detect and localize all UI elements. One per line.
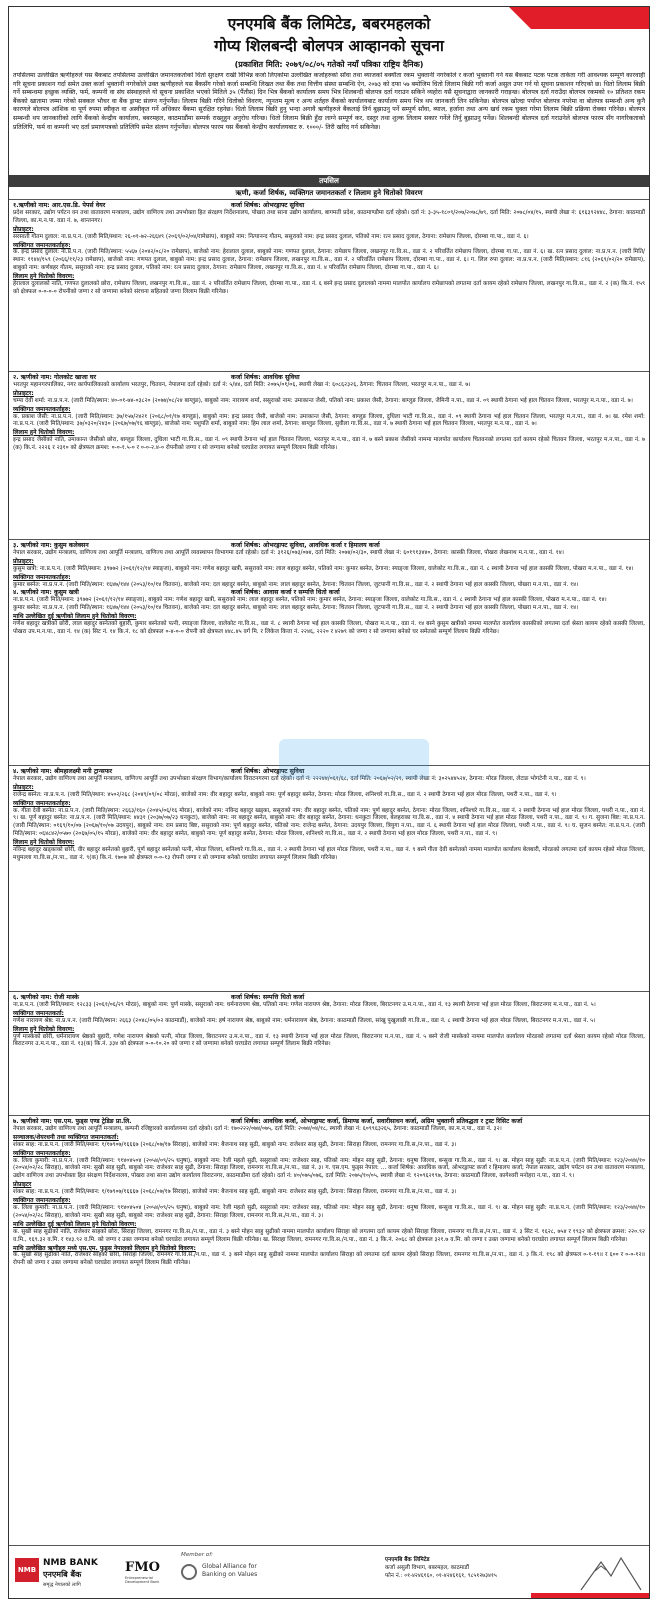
loan-section-3: [9, 539, 649, 765]
proprietor-heading: प्रोप्राइटर:: [13, 783, 34, 791]
gabv-line-1: Global Alliance for: [202, 1563, 257, 1570]
loan-type: कर्जा शिर्षक: सम्पत्ति धितो कर्जा: [231, 994, 305, 1001]
loan-type: कर्जा शिर्षक: आवधिक सुविधा: [231, 374, 300, 381]
table-title: ऋणी, कर्जा शिर्षक, व्यक्तिगत जमानतकर्ता र लिलाम हुने धितोको विवरण: [235, 189, 423, 197]
collateral-details: इन्द्र प्रसाद जैसीको नाति, उमाकान्त जैसीको छोरा, बाग्लुङ जिल्ला, दुधिला भाटी गा.वि.स., वडा नं. ०९ स्थायी ठेगाना भई हाल चितवन जिल्ला, भरतपुर म.न.पा., वडा नं. ७ बस्ने प्रकाश जैसीको नाममा मालपोत कार्यालय चितवनको लगतमा दर्ता कायम रहेको चितवन जिल्ला, भरतपुर म.न.पा., वडा नं. ७ (क) कि.नं. २२२६ र २३१० को क्षेत्रफल क्रमश: ०-०-१.५-० र ०-०-२.४-० रोपनीको जग्गा र सो जग्गामा बनेको घरघडेरा लगायत सम्पूर्ण लिलाम बिक्री गरिनेछ।: [13, 437, 645, 452]
guarantor-details: गणेश नारायण श्रेष्ठ: ना.प्र.प.न. (जारी मिति/स्थान: २६६३ (२०४८/०५/०२ काठमाडौं), बाजेको नाम: हर्ष नारायण श्रेष्ठ, बाबुको नाम: धर्मनारायण श्रेष्ठ, ठेगाना: काठमाडौं जिल्ला, सांखु पुखुलाछी गा.वि.स., वडा नं. ८ स्थायी ठेगाना भई हाल मोरङ जिल्ला, बिराटनगर म.न.पा., वडा नं. ५।: [13, 1017, 596, 1024]
proprietor-heading: प्रोप्राइटर:: [13, 557, 34, 565]
loan-section-4: [9, 765, 649, 991]
director-heading: सञ्चालक/शेयरधनी तथा व्यक्तिगत जमानतकर्ता:: [13, 1133, 119, 1141]
borrower-registration: नेपाल सरकार, उद्योग वाणिज्य तथा आपूर्ति मन्त्रालय, वाणिज्य आपूर्ति तथा उपभोक्ता संरक्षण विभाग/कार्यालय विराटनगरमा दर्ता रहेको। दर्ता नं: २२२४४/०६१/६८, दर्ता मिति: २०६७/०२/२१, स्थायी लेखा नं: ३०२५४४५२४, ठेगाना: मोरङ जिल्ला, लेटाङ भोगटेनी न.पा., वडा नं. ९।: [13, 775, 586, 782]
borrower-registration: भरतपुर महानगरपालिका, नगर कार्यपालिकाको कार्यालय भरतपुर, चितवन, नेपालमा दर्ता रहेको। दर्ता नं: ५/४४, दर्ता मिति: २०७५/०१/०६, स्थायी लेखा नं: ६०८६२३२६, ठेगाना: चितवन जिल्ला, भरतपुर म.न.पा., वडा नं. ७।: [13, 381, 471, 388]
guarantor-heading: व्यक्तिगत जमानतकर्ताहरु:: [13, 241, 71, 249]
contact-address: [385, 1556, 497, 1580]
borrower-name: ७. ऋणीको नाम: एस.एम. फुड्स एण्ड ट्रेडिङ प्रा.लि.: [13, 1118, 132, 1125]
borrower-registration: नेपाल सरकार, उद्योग वाणिज्य तथा आपूर्ति मन्त्रालय, कम्पनी रजिष्ट्रारको कार्यालयमा दर्ता रहेको। दर्ता नं: १७०२२२/०७४/०७५, दर्ता मिति: २०७४/०४/१८, स्थायी लेखा नं: ६०९९६३२६५, ठेगाना: काठमाडौं जिल्ला, का.म.न.पा., वडा नं. ३२।: [13, 1125, 502, 1132]
sub-borrower-name: ४. ऋणीको नाम: कुसुम खत्री: [13, 589, 79, 597]
loan-section-6: [9, 991, 649, 1115]
contact-phone: फोन नं.: ०१-४२४६१६०, ०१-४२४६१६१, ९८५१२७३४१५: [385, 1573, 497, 1579]
borrower-name: ६. ऋणीको नाम: रोजी मास्के: [13, 994, 79, 1001]
loan-section-2: [9, 371, 649, 539]
guarantor-heading: व्यक्तिगत जमानतकर्ता:: [13, 1009, 64, 1017]
notice-page: [8, 6, 650, 1599]
title-line-1: एनएमबि बैंक लिमिटेड, बबरमहलको: [227, 15, 431, 33]
gabv-name: [202, 1563, 257, 1579]
gabv-logo-icon: [181, 1564, 197, 1580]
collateral-heading: लिलाम हुने धितोको विवरण:: [13, 839, 75, 847]
director-details: शंकर साह: ना.प्र.प.न. (जारी मिति/स्थान: १/१७९०७/१६६६७ (२०६८/०७/१७ सिराहा), बाजेको नाम: बैजनाथ साह सुढी, बाबुको नाम: राजेश्वर साह सुढी, ठेगाना: सिराहा जिल्ला, रामनगर गा.वि.स./न.पा., वडा नं. ३।: [13, 1141, 457, 1148]
sub-borrower-details: ना.प्र.प.न. (जारी मिति/स्थान: ३९७७२ (२०६१/१२/१४ स्याङ्जा), बाबुको नाम: गणेश बहादुर खत्री, ससुराको नाम: लाल बहादुर बस्नेत, पतिको नाम: कुमार बस्नेत, ठेगाना: स्याङ्जा जिल्ला, वालेकोट गा.वि.स., वडा नं. ८ स्थायी ठेगाना भई हाल कास्की जिल्ला, पोखरा म.न.पा., वडा नं. १४।: [13, 597, 607, 604]
guarantor-details: कुमार बस्नेत: ना.प्र.प.न. (जारी मिति/स्थान: १६४७/१४४ (२०५३/१०/१४ चितवन), बाजेको नाम: दल बहादुर बस्नेत, बाबुको नाम: लाल बहादुर बस्नेत, ठेगाना: चितवन जिल्ला, जुटपानी गा.वि.स., वडा नं. २ स्थायी ठेगाना भई हाल कास्की जिल्ला, पोखरा म.न.पा., वडा नं. १४।: [13, 581, 579, 588]
bank-brand: [43, 1558, 98, 1591]
borrower-details: ना.प्र.प.न. (जारी मिति/स्थान: १२८३३ (२०६१/०६/२९ मोरङ), बाबुको नाम: पुर्ण मास्के, ससुराको नाम: धर्मनारायण श्रेष्ठ, पतिको नाम: गणेश नारायण श्रेष्ठ, ठेगाना: मोरङ जिल्ला, बिराटनगर उ.म.न.पा., वडा नं. १३ स्थायी ठेगाना भई हाल मोरङ जिल्ला, बिराटनगर म.न.पा., वडा नं. ५।: [13, 1001, 596, 1008]
proprietor-heading: प्रोप्राइटर:: [13, 389, 34, 397]
borrower-name: २. ऋणीको नाम: गोलकोट खाजा घर: [13, 374, 97, 381]
sub-proprietor-heading: प्रोप्राइटर: [13, 1181, 32, 1189]
borrower-name: १.ऋणीको नाम: आर.एस.डि. पेपर्स वेयर: [13, 202, 106, 209]
loan-type: कर्जा शिर्षक: ओभरड्राफ्ट सुविधा, आवधिक कर्जा र हिमालय कर्जा: [231, 542, 380, 549]
member-of-label: Member of:: [181, 1552, 214, 1558]
loan-section-7: [9, 1115, 649, 1421]
borrower-registration: नेपाल सरकार, उद्योग मन्त्रालय, वाणिज्य तथा आपूर्ति मन्त्रालय, वाणिज्य तथा आपूर्ति व्यवस्थापन विभागमा दर्ता रहेको। दर्ता नं: ३१२६/०७३/०७४, दर्ता मिति: २०७४/०२/३०, स्थायी लेखा नं: ६०१९१३४४०, ठेगाना: कास्की जिल्ला, पोखरा लेखनाथ म.न.पा., वडा नं. १४।: [13, 549, 564, 556]
bank-tagline: समृद्ध नेपालको लागि: [43, 1582, 81, 1588]
borrower-name: ३. ऋणीको नाम: कुसुम कलेक्सन: [13, 542, 89, 549]
collateral-heading: माथि उल्लेखित दुई ऋणीको लिलाम हुने धितोको विवरण:: [13, 1220, 137, 1228]
collateral-details: नविन्द्र बहादुर खड्काको छोरी, वीर बहादुर बस्नेतको बुहारी, पूर्ण बहादुर बस्नेतको पत्नी, मोरङ जिल्ला, शनिश्चरे गा.वि.स., वडा नं. २ स्थायी ठेगाना भई हाल मोरङ जिल्ला, पथरी न.पा., वडा नं. ९ बस्ने गीता देवी बस्नेतको नाममा मालपोत कार्यालय बेलबारी, मोरङको लगतमा दर्ता कायम रहेको मोरङ जिल्ला, मधुमल्ला गा.वि.स./न.पा., वडा नं. ९(क) कि.नं. १७०७ को क्षेत्रफल ०-०-१३ रोपनी जग्गा र सो जग्गामा बनेको घरघडेरा लगायत सम्पूर्ण लिलाम बिक्री गरिनेछ।: [13, 847, 645, 861]
guarantor-heading: व्यक्तिगत जमानतकर्ताहरु:: [13, 573, 71, 581]
collateral-details: हेरालाल दुलालको नाति, गणपत दुलालको छोरा, रामेछाप जिल्ला, लखनपुर गा.वि.स., वडा नं. २ परिवर्तित रामेछाप जिल्ला, दोरम्बा गा.पा., वडा नं. ६ बस्ने इन्द्र प्रसाद दुलालको नाममा मालपोत कार्यालय रामेछापको लगतमा दर्ता कायम रहेको रामेछाप जिल्ला, लखनपुर गा.वि.स., वडा नं. २ (क) कि.नं. १५९ को क्षेत्रफल ०-०-०-० रोपनीको जग्गा र सो जग्गामा बनेको संरचना सहितको जग्गा लिलाम बिक्री गरिनेछ।: [13, 281, 645, 295]
corner-accent: [531, 7, 649, 29]
final-collateral-details: क. सुखी साह सुढीको नाति, राजेश्वर साहको छोरा, सिराहा जिल्ला, रामनगर गा.वि.स./न.पा., वडा नं. ३ बस्ने मोहन साहु सुढीको नाममा मालपोत कार्यालय सिराहा को लगतमा दर्ता कायम रहेको सिराहा जिल्ला, रामनगर गा.वि.स./न.पा., वडा नं. ३ कि.नं. १९८ को क्षेत्रफल ०-१-१९॥ र ६०० र ०-०-१२॥ रोपनी को जग्गा र उक्त जग्गामा बनेको घरघडेरा लगायत सम्पूर्ण लिलाम बिक्री गरिनेछ।: [13, 1252, 645, 1267]
guarantor-heading: व्यक्तिगत जमानतकर्ताहरु:: [13, 1149, 71, 1157]
loan-type: कर्जा शिर्षक: ओभरड्राफ्ट सुविधा: [231, 768, 305, 775]
collateral-heading: लिलाम हुने धितोको विवरण:: [13, 1025, 75, 1033]
guarantor-heading: व्यक्तिगत जमानतकर्ताहरु:: [13, 799, 71, 807]
fmo-logo: FMO: [125, 1560, 160, 1575]
sub-guarantor-heading: व्यक्तिगत जमानतकर्ताहरु:: [13, 1197, 71, 1205]
contact-department: कर्जा असुली विभाग, बबरमहल, काठमाडौं: [385, 1565, 469, 1571]
proprietor-details: राजेन्द्र बस्नेत: ना.प्र.प.न. (जारी मिति/स्थान: ४५०२/२६८ (२०४९/०९/०८ मोरङ), बाजेको नाम: वीर बहादुर बस्नेत, बाबुको नाम: पूर्ण बहादुर बस्नेत, ठेगाना: मोरङ जिल्ला, शनिश्चरे गा.वि.स., वडा नं. २ स्थायी ठेगाना भई हाल मोरङ जिल्ला, पथरी न.पा., वडा नं. ९।: [13, 791, 557, 798]
collateral-details: पुर्ण मास्केको छोरी, धर्मनारायण श्रेष्ठको बुहारी, गणेश नारायण श्रेष्ठको पत्नी, मोरङ जिल्ला, बिराटनगर उ.म.न.पा., वडा नं. १३ स्थायी ठेगाना भई हाल मोरङ जिल्ला, बिराटनगर म.न.पा., वडा नं. ५ बस्ने रोजी मास्केको नाममा मालपोत कार्यालय मोरङको लगतमा दर्ता श्रेस्ता कायम रहेको मोरङ जिल्ला, बिराटनगर उ.म.न.पा., वडा नं. १३(क) कि.नं. ३३४ को क्षेत्रफल ०-०-१०.२० को जग्गा र सो जग्गामा बनेको घरघडेरा लगायत सम्पूर्ण लिलाम बिक्री गरिनेछ।: [13, 1033, 645, 1048]
sub-guarantor-details: क. लिला कुमारी: ना.प्र.प.न. (जारी मिति/स्थान: ९१४०४५०४ (२०५४/०९/२५ धनुषा), बाबुको नाम: रेजी महतो सुढी, ससुराको नाम: राजेश्वर साह, पतिको नाम: मोहन साहु सुढी, ठेगाना: धनुषा जिल्ला, बन्सुवा गा.वि.स., वडा नं. ९। ख. मोहन साहु सुढी: ना.प्र.प.न. (जारी मिति/स्थान: १२३/२०४४/१० (२०५४/०२/२८ सिराहा), बाजेको नाम: सुखी साह सुढी, बाबुको नाम: राजेश्वर साह सुढी, ठेगाना: सिराहा जिल्ला, रामनगर गा.वि.स./न.पा., वडा नं. ३।: [13, 1204, 645, 1219]
collateral-heading: लिलाम हुने धितोको विवरण:: [13, 273, 75, 281]
gabv-line-2: Banking on Values: [202, 1571, 258, 1578]
proprietor-details: सरस्वती गौतम दुलाल: ना.प्र.प.न. (जारी मिति/स्थान: २६-०१-७२-२६६४९ (२०६९/०२/०४/रामेछाप), बाबुको नाम: नित्यानन्द गौतम, ससुराको नाम: इन्द्र प्रसाद दुलाल, पतिको नाम: रत्न प्रसाद दुलाल, ठेगाना: रामेछाप जिल्ला, दोरम्बा गा.पा., वडा नं. ६।: [13, 233, 529, 240]
loan-section-1: [9, 199, 649, 371]
proprietor-details: कुसुम खत्री: ना.प्र.प.न. (जारी मिति/स्थान: ३९७७२ (२०६१/१२/१४ स्याङ्जा), बाबुको नाम: गणेश बहादुर खत्री, ससुराको नाम: लाल बहादुर बस्नेत, पतिको नाम: कुमार बस्नेत, ठेगाना: स्याङ्जा जिल्ला, वालेकोट गा.वि.स., वडा नं. ८ स्थायी ठेगाना भई हाल कास्की जिल्ला, पोखरा म.न.पा., वडा नं. १४।: [13, 565, 634, 572]
nmb-logo-icon: NMB: [15, 1558, 39, 1582]
collateral-heading: लिलाम हुने धितोको विवरण:: [13, 429, 75, 437]
collateral-details: गणेश बहादुर खत्रीको छोरी, लाल बहादुर बस्नेतको बुहारी, कुमार बस्नेतको पत्नी, स्याङ्जा जिल्ला, वालेकोट गा.वि.स., वडा नं. ८ स्थायी ठेगाना भई हाल कास्की जिल्ला, पोखरा म.न.पा., वडा नं. १४ बस्ने कुसुम खत्रीको नाममा मालपोत कार्यालय कास्कीको लगतमा दर्ता श्रेस्ता कायम रहेको कास्की जिल्ला, पोखरा उप.म.न.पा., वडा नं. १४ (क) सिट नं. १४ कि.नं. १८ को क्षेत्रफल ०-४-०-० रोपनी को क्षेत्रफल ४४८.४५ वर्ग मि. र लिकेज कित्ता नं. २२४६, २२२० र ४२७९ को जग्गा र सो जग्गामा बनेको घर समेतको सम्पूर्ण लिलाम बिक्री गरिनेछ।: [13, 621, 645, 635]
mountain-icon: [579, 1554, 643, 1592]
tapasil-band: तपसिल: [9, 175, 649, 187]
contact-bank-name: एनएमबि बैंक लिमिटेड: [385, 1557, 430, 1563]
guarantor-details: क. लिला कुमारी: ना.प्र.प.न. (जारी मिति/स्थान: ९१४०४५०४ (२०५४/०९/२५ धनुषा), बाबुको नाम: रेजी महतो सुढी, ससुराको नाम: राजेश्वर साह, पतिको नाम: मोहन साहु सुढी, ठेगाना: धनुषा जिल्ला, बन्सुवा गा.वि.स., वडा नं. ९। ख. मोहन साहु सुढी: ना.प्र.प.न. (जारी मिति/स्थान: १२३/२०४४/१० (२०५४/०२/२८ सिराहा), बाजेको नाम: सुखी साह सुढी, बाबुको नाम: राजेश्वर साह सुढी, ठेगाना: सिराहा जिल्ला, रामनगर गा.वि.स./न.पा., वडा नं. ३। ग. एस.एम. फुड्स नेपाल: ... कर्जा शिर्षक: आवधिक कर्जा, ओभरड्राफ्ट कर्जा र हिमालय कर्जा; नेपाल सरकार, उद्योग पर्यटन वन तथा वातावरण मन्त्रालय, उद्योग वाणिज्य तथा उपभोक्ता हित संरक्षण निर्देशनालय, पोखरा तथा साना उद्योग कार्यालय विराटनगर, काठमाडौंमा दर्ता रहेको। दर्ता नं: ४०/०७५/०७६, दर्ता मिति: २०७५/१०/०५, स्थायी लेखा नं: १२०९६२१९७, ठेगाना: काठमाडौं जिल्ला, कागेश्वरी मनोहरा न.पा., वडा नं. ९।: [13, 1157, 645, 1180]
fmo-subtitle: Entrepreneurial Development Bank: [125, 1576, 160, 1585]
sub-guarantor-details: कुमार बस्नेत: ना.प्र.प.न. (जारी मिति/स्थान: १६४७/१४४ (२०५३/१०/१४ चितवन), बाजेको नाम: दल बहादुर बस्नेत, बाबुको नाम: लाल बहादुर बस्नेत, ठेगाना: चितवन जिल्ला, जुटपानी गा.वि.स., वडा नं. २ स्थायी ठेगाना भई हाल कास्की जिल्ला, पोखरा म.न.पा., वडा नं. १४।: [13, 605, 579, 612]
guarantor-details: क. प्रकाश जैसी: ना.प्र.प.न. (जारी मिति/स्थान: ३७/१५७/२४२१ (२०६८/०१/१७ बाग्लुङ), बाबुको नाम: इन्द्र प्रसाद जैसी, बाजेको नाम: उमाकान्त जैसी, ठेगाना: बाग्लुङ जिल्ला, दुधिला भाटी गा.वि.स., वडा नं. ०९ स्थायी ठेगाना भई हाल चितवन जिल्ला, भरतपुर म.न.पा., वडा नं. ७। ख. रमेश शर्मा: ना.प्र.प.न. (जारी मिति/स्थान: ३७/०३२०/२४३० (२०६७/०७/१६ बाग्लुङ), बाजेको नाम: पशुपति शर्मा, बाबुको नाम: हिम लाल शर्मा, ठेगाना: बाग्लुङ जिल्ला, सुवीला गा.वि.स., वडा नं. ७ स्थायी ठेगाना भई हाल चितवन जिल्ला, भरतपुर म.न.पा., वडा नं. ७।: [13, 413, 645, 428]
loan-type: कर्जा शिर्षक: ओभरड्राफ्ट सुविधा: [231, 202, 305, 209]
guarantor-details: क. गीता देवी बस्नेत: ना.प्र.प.न. (जारी मिति/स्थान: २६६३/१६० (२०४५/०६/१६ मोरङ), बाजेको नाम: नविन्द्र बहादुर खड्का, ससुराको नाम: वीर बहादुर बस्नेत, पतिको नाम: पूर्ण बहादुर बस्नेत, ठेगाना: मोरङ जिल्ला, शनिश्चरे गा.वि.स., वडा नं. २ स्थायी ठेगाना भई हाल मोरङ जिल्ला, पथरी न.पा., वडा नं. ९। ख. पूर्ण बहादुर बस्नेत: ना.प्र.प.न. (जारी मिति/स्थान: ४४३१ (२०३७/०७/२३ धनकुटा), बाजेको नाम: नर बहादुर बस्नेत, बाबुको नाम: वीर बहादुर बस्नेत, ठेगाना: धनकुटा जिल्ला, बेलहराका गा.वि.स., वडा नं. ४ स्थायी ठेगाना भई हाल मोरङ जिल्ला, पथरी न.पा., वडा नं. ९। ग. सुजना बिष्ट: ना.प्र.प.न. (जारी मिति/स्थान: ०१६९/१०/०७ (२०६७/१०/०७ उदयपुर), बाबुको नाम: राम प्रसाद बिष्ट, ससुराको नाम: पूर्ण बहादुर बस्नेत, पतिको नाम: राजेन्द्र बस्नेत, ठेगाना: उदयपुर जिल्ला, त्रियुगा न.पा., वडा नं. ६ स्थायी ठेगाना भई हाल मोरङ जिल्ला, पथरी न.पा., वडा नं. ९। घ. सुजन बस्नेत: ना.प्र.प.न. (जारी मिति/स्थान: ०६४८४२/०५७० (२०६७/०५/१५ मोरङ), बाजेको नाम: वीर बहादुर बस्नेत, बाबुको नाम: पूर्ण बहादुर बस्नेत, ठेगाना: मोरङ जिल्ला, शनिश्चरे गा.वि.स., वडा नं. २ स्थायी ठेगाना भई हाल मोरङ जिल्ला, पथरी न.पा., वडा नं. ९।: [13, 807, 645, 838]
collateral-details: क. सुखी साह सुढीको नाति, राजेश्वर साहको छोरा, सिराहा जिल्ला, रामनगर गा.वि.स./न.पा., वडा नं. ३ बस्ने मोहन साहु सुढीको नाममा मालपोत कार्यालय सिराहा को लगतमा दर्ता कायम रहेको सिराहा जिल्ला, रामनगर गा.वि.स./न.पा., वडा नं. ३ सिट नं. १६२८, ७५४ र १९३२ को क्षेत्रफल क्रमश: २२०.९२ व.मि., १६९.३२ व.मि. र १४३.९२ व.मि. को जग्गा र उक्त जग्गामा बनेको घरघडेरा लगायत सम्पूर्ण लिलाम बिक्री गरिनेछ। ख. सिराहा जिल्ला, रामनगर गा.वि.स./न.पा., वडा नं. ३ कि.नं. २०६८ को क्षेत्रफल ३२१.७ व.मि. को जग्गा र उक्त जग्गामा बनेको घरघडेरा लगायत सम्पूर्ण लिलाम बिक्री गरिनेछ।: [13, 1228, 645, 1243]
sub-loan-type: कर्जा शिर्षक: आवास कर्जा र सम्पत्ति धितो कर्जा: [231, 589, 340, 597]
footer: [9, 1545, 649, 1598]
guarantor-heading: व्यक्तिगत जमानतकर्ताहरु:: [13, 405, 71, 413]
title-line-2: गोप्य शिलबन्दी बोलपत्र आव्हानको सूचना: [214, 37, 444, 55]
intro-paragraph: तपसिलमा उल्लेखित ऋणीहरुले यस बैंकबाट तपसिलमा उल्लेखित जमानतकर्ताको धितो सुरक्षण राखी विभिन्न कर्जा लिएकोमा उल्लेखित कर्जाहरुको साँवा तथा ब्याजको बक्यौता रकम भुक्तानी नगरेकोले र कर्जा भुक्तानी गर्न यस बैंकबाट पटक पटक ताकेता गरी आवश्यक सम्पूर्ण कारवाही गरि सूचना प्रकाशन गर्दा समेत उक्त कर्जा भुक्तानी नगरेकोले उक्त ऋणीहरुले यस बैंकसँग गरेको कर्जा सम्बन्धि लिखत तथा बैंक तथा वित्तीय संस्था सम्बन्धि ऐन, २०७३ को दफा ५७ बमोजिम धितो लिलाम बिक्री गरी कर्जा असुल उपर गर्न यो सूचना प्रकाशन गरिएको छ। धितो लिलाम बिक्री गर्ने सम्बन्धमा इच्छुक व्यक्ति, फर्म, कम्पनी वा संघ संस्थाहरुले यो सूचना प्रकाशित भएको मितिले ३५ (पैंतीस) दिन भित्र बैंकको कार्यालय समय भित्र शिलबन्दी बोलपत्र दर्ता गराउन सकिने व्यहोरा यसै सूचनाद्वारा जानकारी गराइन्छ। बोलपत्र दर्ता गराउँदा बोलपत्र रकमको १० प्रतिशत रकम बैंकको खातामा जम्मा गरेको सक्कल भौचर वा बैंक ड्राफ्ट संलग्न गर्नुपर्नेछ। लिलाम बिक्री गरिने धितोको विवरण, न्यूनतम मूल्य र अन्य शर्तहरु बैंकको कार्यालयबाट कार्यालय समय भित्र थप जानकारी लिन सकिनेछ। बोलपत्र खोल्दा पर्याप्त बोलपत्र नपरेमा वा बोलपत्र सम्बन्धी अन्य कुनै कारणले बोलपत्र आंशिक वा पूर्ण रुपमा स्वीकृत वा अस्वीकृत गर्ने अधिकार बैंकमा सुरक्षित रहनेछ। धितो लिलाम बिक्री हुनु भन्दा अगावै ऋणीहरुले बैंकलाई तिर्न बुझाउनु पर्ने सम्पूर्ण साँवा, ब्याज, हर्जाना तथा अन्य खर्च रकम चुक्ता गरेमा लिलाम बिक्री प्रक्रिया रोक्का गरिनेछ। बोलपत्र सम्बन्धी थप जानकारीको लागि बैंकको केन्द्रीय कार्यालय, बबरमहल, काठमाडौंमा सम्पर्क राख्नुहुन अनुरोध गरिन्छ। धितो लिलाम बिक्री हुँदा लाग्ने सम्पूर्ण कर, दस्तुर तथा शुल्क लिलाम सकार गर्नेले तिर्नु बुझाउनु पर्नेछ। शिलबन्दी बोलपत्र दर्ता गराउनेले बोलपत्र फारम सँग नागरिकताको प्रतिलिपि, फर्म वा कम्पनी भए दर्ता प्रमाणपत्रको प्रतिलिपि समेत संलग्न गर्नुपर्नेछ। बोलपत्र फारम यस बैंकको केन्द्रीय कार्यालयबाट रु. १०००/- तिरी खरिद गर्न सकिनेछ।: [13, 72, 645, 131]
collateral-heading: माथि उल्लेखित दुई ऋणीको लिलाम हुने धितोको विवरण:: [13, 613, 137, 621]
proprietor-heading: प्रोप्राइटर:: [13, 225, 34, 233]
borrower-registration: प्रदेश सरकार, उद्योग पर्यटन वन तथा वातावरण मन्त्रालय, उद्योग वाणिज्य तथा उपभोक्ता हित संरक्षण निर्देशनालय, पोखरा तथा साना उद्योग कार्यालय, बागमती प्रदेश, काठमाण्डौमा दर्ता रहेको। दर्ता नं: ३-३५-१८०९/२०७/२०७८/७९, दर्ता मिति: २०७८/०४/१५, स्थायी लेखा नं: ६१६३९२४४८, ठेगाना: काठमाडौं जिल्ला, का.म.न.पा. वडा नं. ७, शान्तनगर।: [13, 209, 645, 224]
footer-accent-strip: [531, 1593, 649, 1598]
borrower-name: ४. ऋणीको नाम: श्रीमहालक्ष्मी मनी ट्रान्सफर: [13, 768, 113, 775]
final-collateral-heading: माथि उल्लेखित ऋणीहरु मध्ये एस.एम. फुड्स नेपालको लिलाम हुने धितोको विवरण:: [13, 1244, 196, 1252]
proprietor-details: चम्पा देवी शर्मा: ना.प्र.प.न. (जारी मिति/स्थान: ४०-०१-७४-०३८२० (२०७४/०८/२४ बाग्लुङ), बाबुको नाम: नारायण शर्मा, ससुराको नाम: उमाकान्त जैसी, पतिको नाम: प्रकाश जैसी, ठेगाना: बाग्लुङ जिल्ला, जैमिनी न.पा., वडा नं. ०९ स्थायी ठेगाना भई हाल चितवन जिल्ला, भरतपुर म.न.पा., वडा नं. ७।: [13, 397, 633, 404]
publication-date: (प्रकाशित मिति: २०७९/०८/०५ गतेको नयाँ पत्रिका राष्ट्रिय दैनिक): [234, 60, 424, 69]
bank-name-np: एनएमबि बैंक: [43, 1570, 82, 1579]
guarantor-details: क. इन्द्र प्रसाद दुलाल: ना.प्र.प.न. (जारी मिति/स्थान: ५५६७ (२०४२/०८/२० रामेछाप), बाजेको नाम: हेरालाल दुलाल, बाबुको नाम: गणपत दुलाल, ठेगाना: रामेछाप जिल्ला, लखनपुर गा.वि.स., वडा नं. २ परिवर्तित रामेछाप जिल्ला, दोरम्बा गा.पा., वडा नं. ६। ख. रत्न प्रसाद दुलाल: ना.प्र.प.न. (जारी मिति/स्थान: ११४४/१५९ (२०६६/११/२३ रामेछाप), बाजेको नाम: गणपत दुलाल, बाबुको नाम: इन्द्र प्रसाद दुलाल, ठेगाना: रामेछाप जिल्ला, लखनपुर गा.वि.स., वडा नं. २ परिवर्तित रामेछाप जिल्ला, दोरम्बा गा.पा., वडा नं. ६। ग. लिल रुपा दुलाल: ना.प्र.प.न. (जारी मिति/स्थान: ८१६ (२०६९/०२/२० रामेछाप), बाबुको नाम: कर्णबहर गौतम, ससुराको नाम: इन्द्र प्रसाद दुलाल, पतिको नाम: रत्न प्रसाद दुलाल, ठेगाना: रामेछाप जिल्ला, लखनपुर गा.वि.स., वडा नं. ४ परिवर्तित रामेछाप जिल्ला, दोरम्बा गा.पा., वडा नं. ६।: [13, 249, 645, 272]
sub-proprietor-details: शंकर साह: ना.प्र.प.न. (जारी मिति/स्थान: १/१७९०७/१६६६७ (२०६८/०७/१७ सिराहा), बाजेको नाम: बैजनाथ साह सुढी, बाबुको नाम: राजेश्वर साह सुढी, ठेगाना: सिराहा जिल्ला, रामनगर गा.वि.स./न.पा., वडा नं. ३।: [13, 1189, 457, 1196]
bank-name-en: NMB BANK: [43, 1558, 98, 1568]
loan-type: कर्जा शिर्षक: आवधिक कर्जा, ओभरड्राफ्ट कर्जा, डिमाण्ड कर्जा, सवारीसाधन कर्जा, अग्रिम भुक्तानी प्रतिवद्धता र ट्रस्ट रिसिट कर्जा: [231, 1118, 523, 1125]
